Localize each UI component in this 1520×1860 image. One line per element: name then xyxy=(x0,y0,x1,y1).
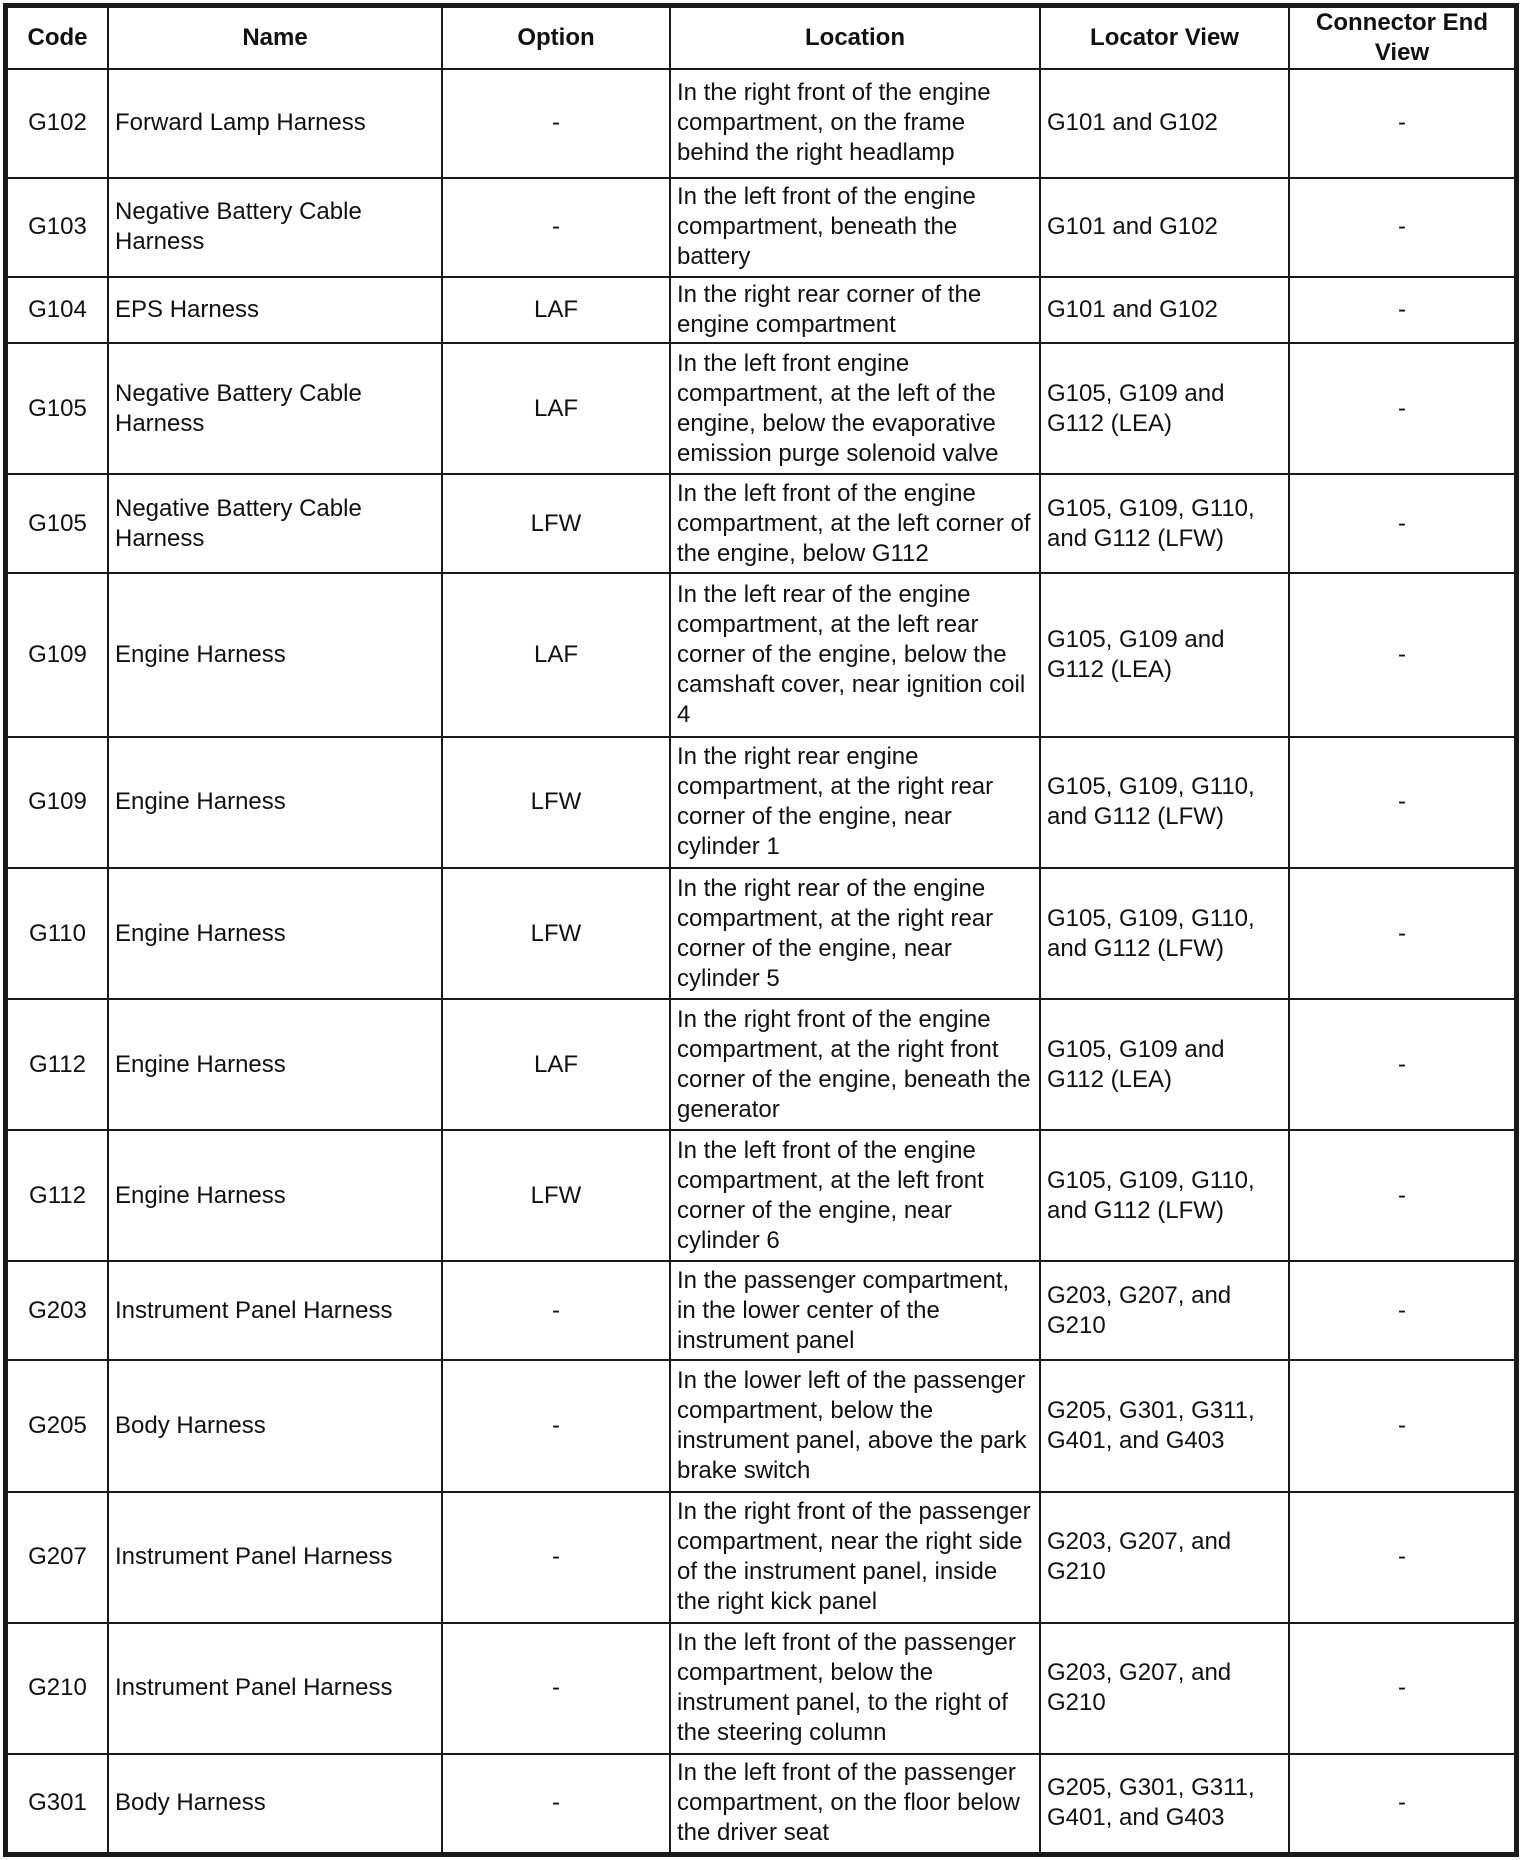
cell-option: - xyxy=(442,1360,670,1491)
cell-connector-end-view: - xyxy=(1289,868,1515,999)
cell-code: G110 xyxy=(7,868,108,999)
cell-name: Negative Battery Cable Harness xyxy=(108,343,442,474)
cell-option: LAF xyxy=(442,573,670,736)
cell-name: Engine Harness xyxy=(108,573,442,736)
cell-connector-end-view: - xyxy=(1289,178,1515,277)
cell-locator-view: G101 and G102 xyxy=(1040,69,1289,178)
header-option: Option xyxy=(442,7,670,69)
header-connector-end-view: Connector End View xyxy=(1289,7,1515,69)
cell-location: In the right rear engine compartment, at the right rear corner of the engine, near cylinder 1 xyxy=(670,737,1040,868)
cell-location: In the left front of the engine compartment, at the left corner of the engine, below G112 xyxy=(670,474,1040,573)
cell-option: - xyxy=(442,178,670,277)
cell-name: EPS Harness xyxy=(108,277,442,344)
cell-option: LAF xyxy=(442,343,670,474)
table-row xyxy=(7,69,1515,178)
cell-option: LFW xyxy=(442,474,670,573)
cell-location: In the left front engine compartment, at the left of the engine, below the evaporative emission purge solenoid valve xyxy=(670,343,1040,474)
table-row xyxy=(7,178,1515,277)
cell-name: Forward Lamp Harness xyxy=(108,69,442,178)
cell-location: In the left front of the engine compartment, at the left front corner of the engine, near cylinder 6 xyxy=(670,1130,1040,1261)
cell-connector-end-view: - xyxy=(1289,277,1515,344)
cell-location: In the right front of the passenger compartment, near the right side of the instrument panel, inside the right kick panel xyxy=(670,1492,1040,1623)
cell-code: G105 xyxy=(7,474,108,573)
cell-location: In the left front of the passenger compartment, on the floor below the driver seat xyxy=(670,1754,1040,1853)
table-row xyxy=(7,868,1515,999)
cell-connector-end-view: - xyxy=(1289,1754,1515,1853)
cell-location: In the left front of the engine compartment, beneath the battery xyxy=(670,178,1040,277)
cell-option: - xyxy=(442,1623,670,1754)
cell-option: LFW xyxy=(442,1130,670,1261)
cell-connector-end-view: - xyxy=(1289,999,1515,1130)
cell-name: Negative Battery Cable Harness xyxy=(108,474,442,573)
cell-connector-end-view: - xyxy=(1289,1360,1515,1491)
cell-name: Instrument Panel Harness xyxy=(108,1261,442,1360)
table-row xyxy=(7,1261,1515,1360)
cell-connector-end-view: - xyxy=(1289,1623,1515,1754)
cell-name: Body Harness xyxy=(108,1360,442,1491)
cell-locator-view: G101 and G102 xyxy=(1040,277,1289,344)
cell-option: LAF xyxy=(442,999,670,1130)
cell-code: G109 xyxy=(7,737,108,868)
cell-name: Engine Harness xyxy=(108,999,442,1130)
cell-option: - xyxy=(442,1754,670,1853)
ground-locations-table xyxy=(6,6,1516,1854)
cell-locator-view: G105, G109 and G112 (LEA) xyxy=(1040,999,1289,1130)
table-row xyxy=(7,1492,1515,1623)
cell-locator-view: G105, G109, G110, and G112 (LFW) xyxy=(1040,868,1289,999)
cell-location: In the right rear corner of the engine compartment xyxy=(670,277,1040,344)
cell-name: Instrument Panel Harness xyxy=(108,1623,442,1754)
cell-code: G210 xyxy=(7,1623,108,1754)
table-row xyxy=(7,573,1515,736)
cell-option: - xyxy=(442,69,670,178)
cell-connector-end-view: - xyxy=(1289,1492,1515,1623)
cell-connector-end-view: - xyxy=(1289,737,1515,868)
cell-name: Engine Harness xyxy=(108,1130,442,1261)
cell-connector-end-view: - xyxy=(1289,474,1515,573)
table-row xyxy=(7,999,1515,1130)
cell-connector-end-view: - xyxy=(1289,69,1515,178)
cell-code: G103 xyxy=(7,178,108,277)
cell-code: G102 xyxy=(7,69,108,178)
cell-locator-view: G105, G109, G110, and G112 (LFW) xyxy=(1040,1130,1289,1261)
cell-connector-end-view: - xyxy=(1289,573,1515,736)
table-body xyxy=(7,69,1515,1853)
cell-option: - xyxy=(442,1492,670,1623)
table-row xyxy=(7,737,1515,868)
cell-locator-view: G101 and G102 xyxy=(1040,178,1289,277)
cell-option: - xyxy=(442,1261,670,1360)
cell-connector-end-view: - xyxy=(1289,343,1515,474)
cell-name: Body Harness xyxy=(108,1754,442,1853)
cell-code: G207 xyxy=(7,1492,108,1623)
cell-option: LFW xyxy=(442,737,670,868)
header-locator-view: Locator View xyxy=(1040,7,1289,69)
table-row xyxy=(7,1754,1515,1853)
cell-locator-view: G203, G207, and G210 xyxy=(1040,1623,1289,1754)
cell-location: In the left rear of the engine compartment, at the left rear corner of the engine, below the camshaft cover, near ignition coil 4 xyxy=(670,573,1040,736)
cell-code: G112 xyxy=(7,1130,108,1261)
table-row xyxy=(7,343,1515,474)
cell-code: G104 xyxy=(7,277,108,344)
header-row xyxy=(7,7,1515,69)
cell-locator-view: G205, G301, G311, G401, and G403 xyxy=(1040,1754,1289,1853)
table-row xyxy=(7,1623,1515,1754)
cell-location: In the lower left of the passenger compartment, below the instrument panel, above the park brake switch xyxy=(670,1360,1040,1491)
header-name: Name xyxy=(108,7,442,69)
cell-locator-view: G205, G301, G311, G401, and G403 xyxy=(1040,1360,1289,1491)
table-row xyxy=(7,1130,1515,1261)
cell-location: In the right front of the engine compartment, at the right front corner of the engine, beneath the generator xyxy=(670,999,1040,1130)
cell-name: Negative Battery Cable Harness xyxy=(108,178,442,277)
cell-locator-view: G105, G109, G110, and G112 (LFW) xyxy=(1040,737,1289,868)
cell-location: In the right front of the engine compartment, on the frame behind the right headlamp xyxy=(670,69,1040,178)
table-row xyxy=(7,474,1515,573)
cell-name: Instrument Panel Harness xyxy=(108,1492,442,1623)
cell-code: G205 xyxy=(7,1360,108,1491)
cell-option: LFW xyxy=(442,868,670,999)
table-row xyxy=(7,277,1515,344)
ground-locations-document xyxy=(6,6,1514,1854)
header-code: Code xyxy=(7,7,108,69)
cell-locator-view: G105, G109 and G112 (LEA) xyxy=(1040,573,1289,736)
cell-location: In the right rear of the engine compartment, at the right rear corner of the engine, near cylinder 5 xyxy=(670,868,1040,999)
cell-locator-view: G203, G207, and G210 xyxy=(1040,1261,1289,1360)
cell-code: G112 xyxy=(7,999,108,1130)
cell-code: G203 xyxy=(7,1261,108,1360)
cell-location: In the left front of the passenger compartment, below the instrument panel, to the right of the steering column xyxy=(670,1623,1040,1754)
cell-code: G301 xyxy=(7,1754,108,1853)
cell-locator-view: G105, G109 and G112 (LEA) xyxy=(1040,343,1289,474)
cell-connector-end-view: - xyxy=(1289,1261,1515,1360)
table-row xyxy=(7,1360,1515,1491)
cell-option: LAF xyxy=(442,277,670,344)
cell-locator-view: G203, G207, and G210 xyxy=(1040,1492,1289,1623)
cell-code: G105 xyxy=(7,343,108,474)
header-location: Location xyxy=(670,7,1040,69)
cell-code: G109 xyxy=(7,573,108,736)
cell-name: Engine Harness xyxy=(108,737,442,868)
cell-locator-view: G105, G109, G110, and G112 (LFW) xyxy=(1040,474,1289,573)
cell-name: Engine Harness xyxy=(108,868,442,999)
cell-connector-end-view: - xyxy=(1289,1130,1515,1261)
cell-location: In the passenger compartment, in the lower center of the instrument panel xyxy=(670,1261,1040,1360)
